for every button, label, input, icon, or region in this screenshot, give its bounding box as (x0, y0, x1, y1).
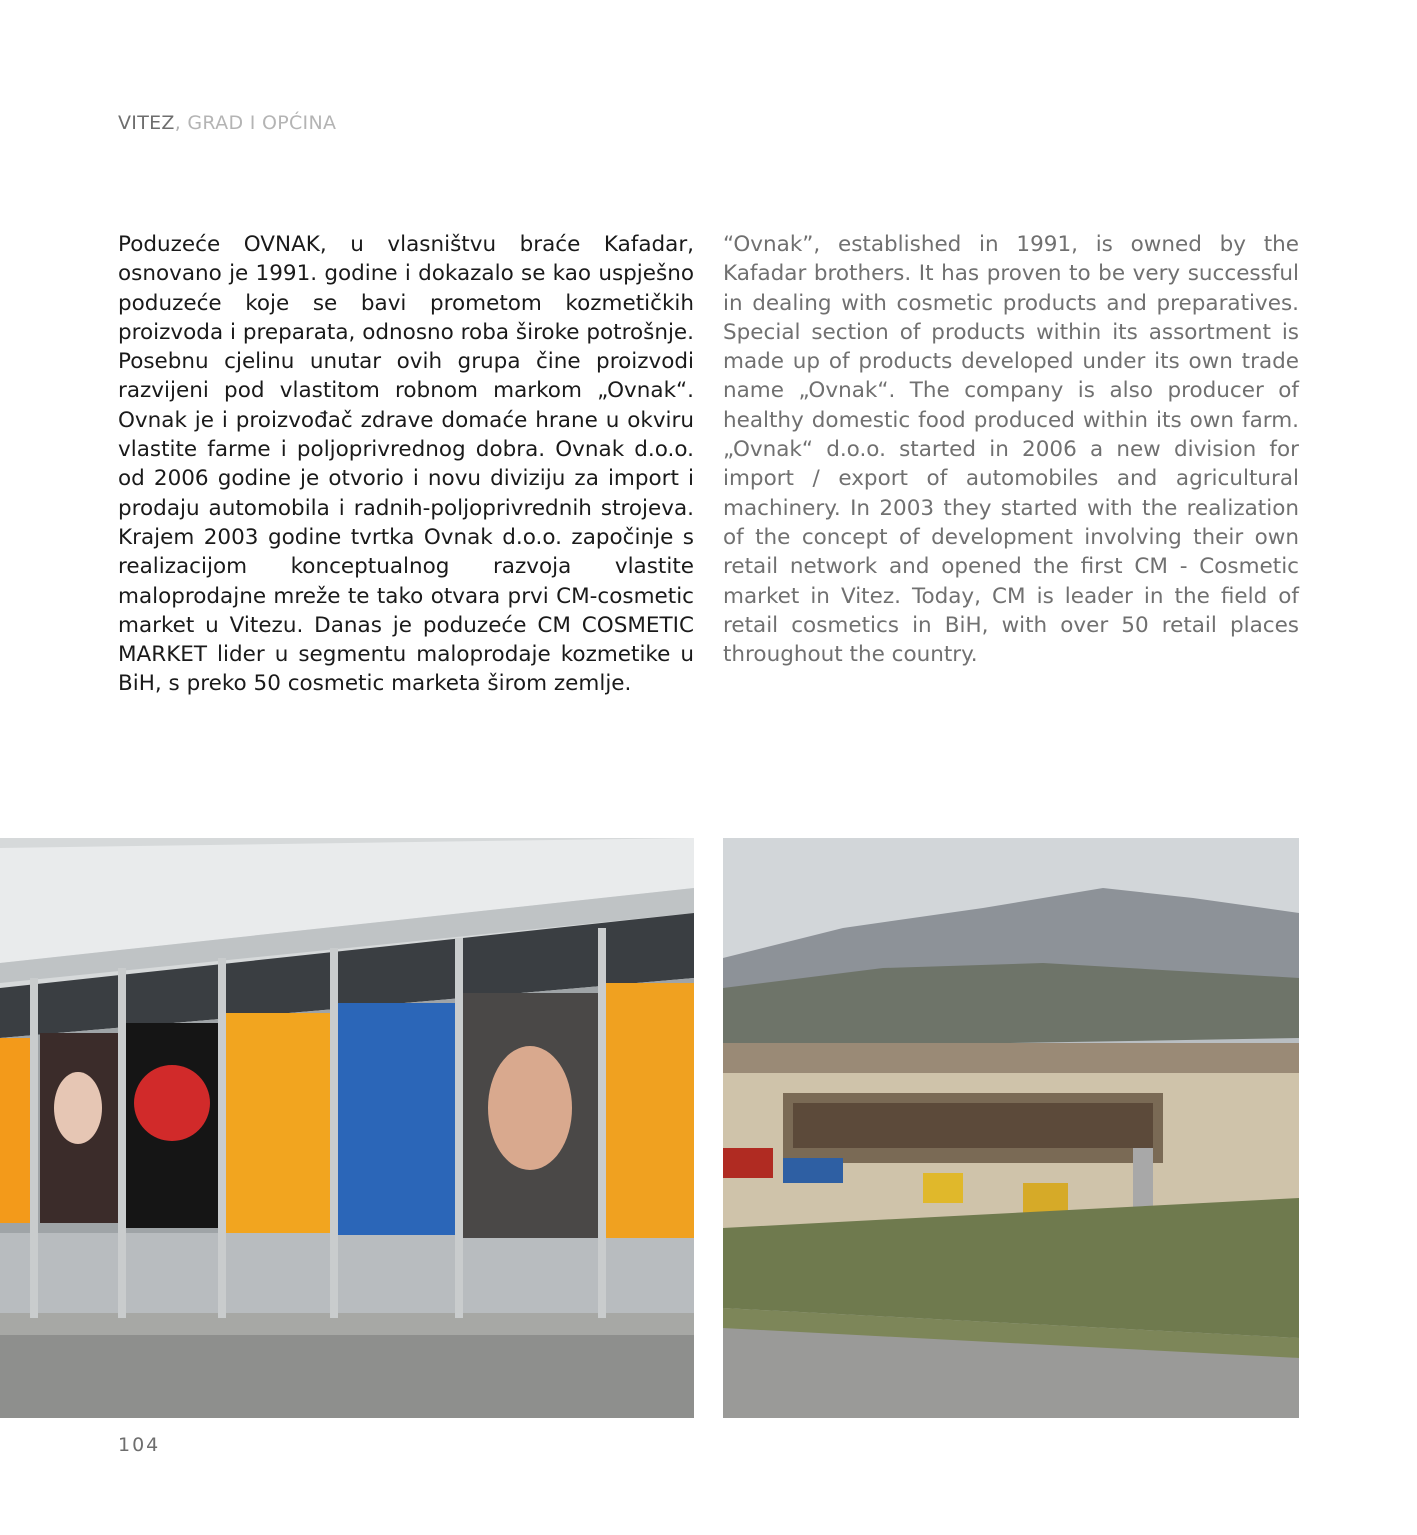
bosnian-text: Poduzeće OVNAK, u vlasništvu braće Kafadar, osnovano je 1991. godine i dokazalo se kao uspješno poduzeće koje se bavi prometom kozmetičkih proizvoda i preparata, odnosno roba široke potrošnje. Posebnu cjelinu unutar ovih grupa čine proizvodi razvijeni pod vlastitom robnom markom „Ovnak“. Ovnak je i proizvođač zdrave domaće hrane u okviru vlastite farme i poljoprivrednog dobra. Ovnak d.o.o. od 2006 godine je otvorio i novu diviziju za import i prodaju automobila i radnih-poljoprivrednih strojeva. Krajem 2003 godine tvrtka Ovnak d.o.o. započinje s realizacijom konceptualnog razvoja vlastite maloprodajne mreže te tako otvara prvi CM-cosmetic market u Vitezu. Danas je poduzeće CM COSMETIC MARKET lider u segmentu maloprodaje kozmetike u BiH, s preko 50 cosmetic marketa širom zemlje. (118, 232, 694, 697)
english-text: “Ovnak”, established in 1991, is owned by the Kafadar brothers. It has proven to be very successful in dealing with cosmetic products and preparatives. Special section of products within its assortment is made up of products developed under its own trade name „Ovnak“. The company is also producer of healthy domestic food produced within its own farm. „Ovnak“ d.o.o. started in 2006 a new division for import / export of automobiles and agricultural machinery. In 2003 they started with the realization of the concept of development involving their own retail network and opened the first CM - Cosmetic market in Vitez. Today, CM is leader in the field of retail cosmetics in BiH, with over 50 retail places throughout the country. (723, 232, 1299, 668)
running-header (118, 112, 336, 134)
construction-site-photo (723, 838, 1299, 1418)
storefront-photo (0, 838, 694, 1418)
page-number: 104 (118, 1434, 161, 1456)
header-subtitle: , GRAD I OPĆINA (174, 112, 337, 134)
header-city: VITEZ (118, 112, 175, 134)
